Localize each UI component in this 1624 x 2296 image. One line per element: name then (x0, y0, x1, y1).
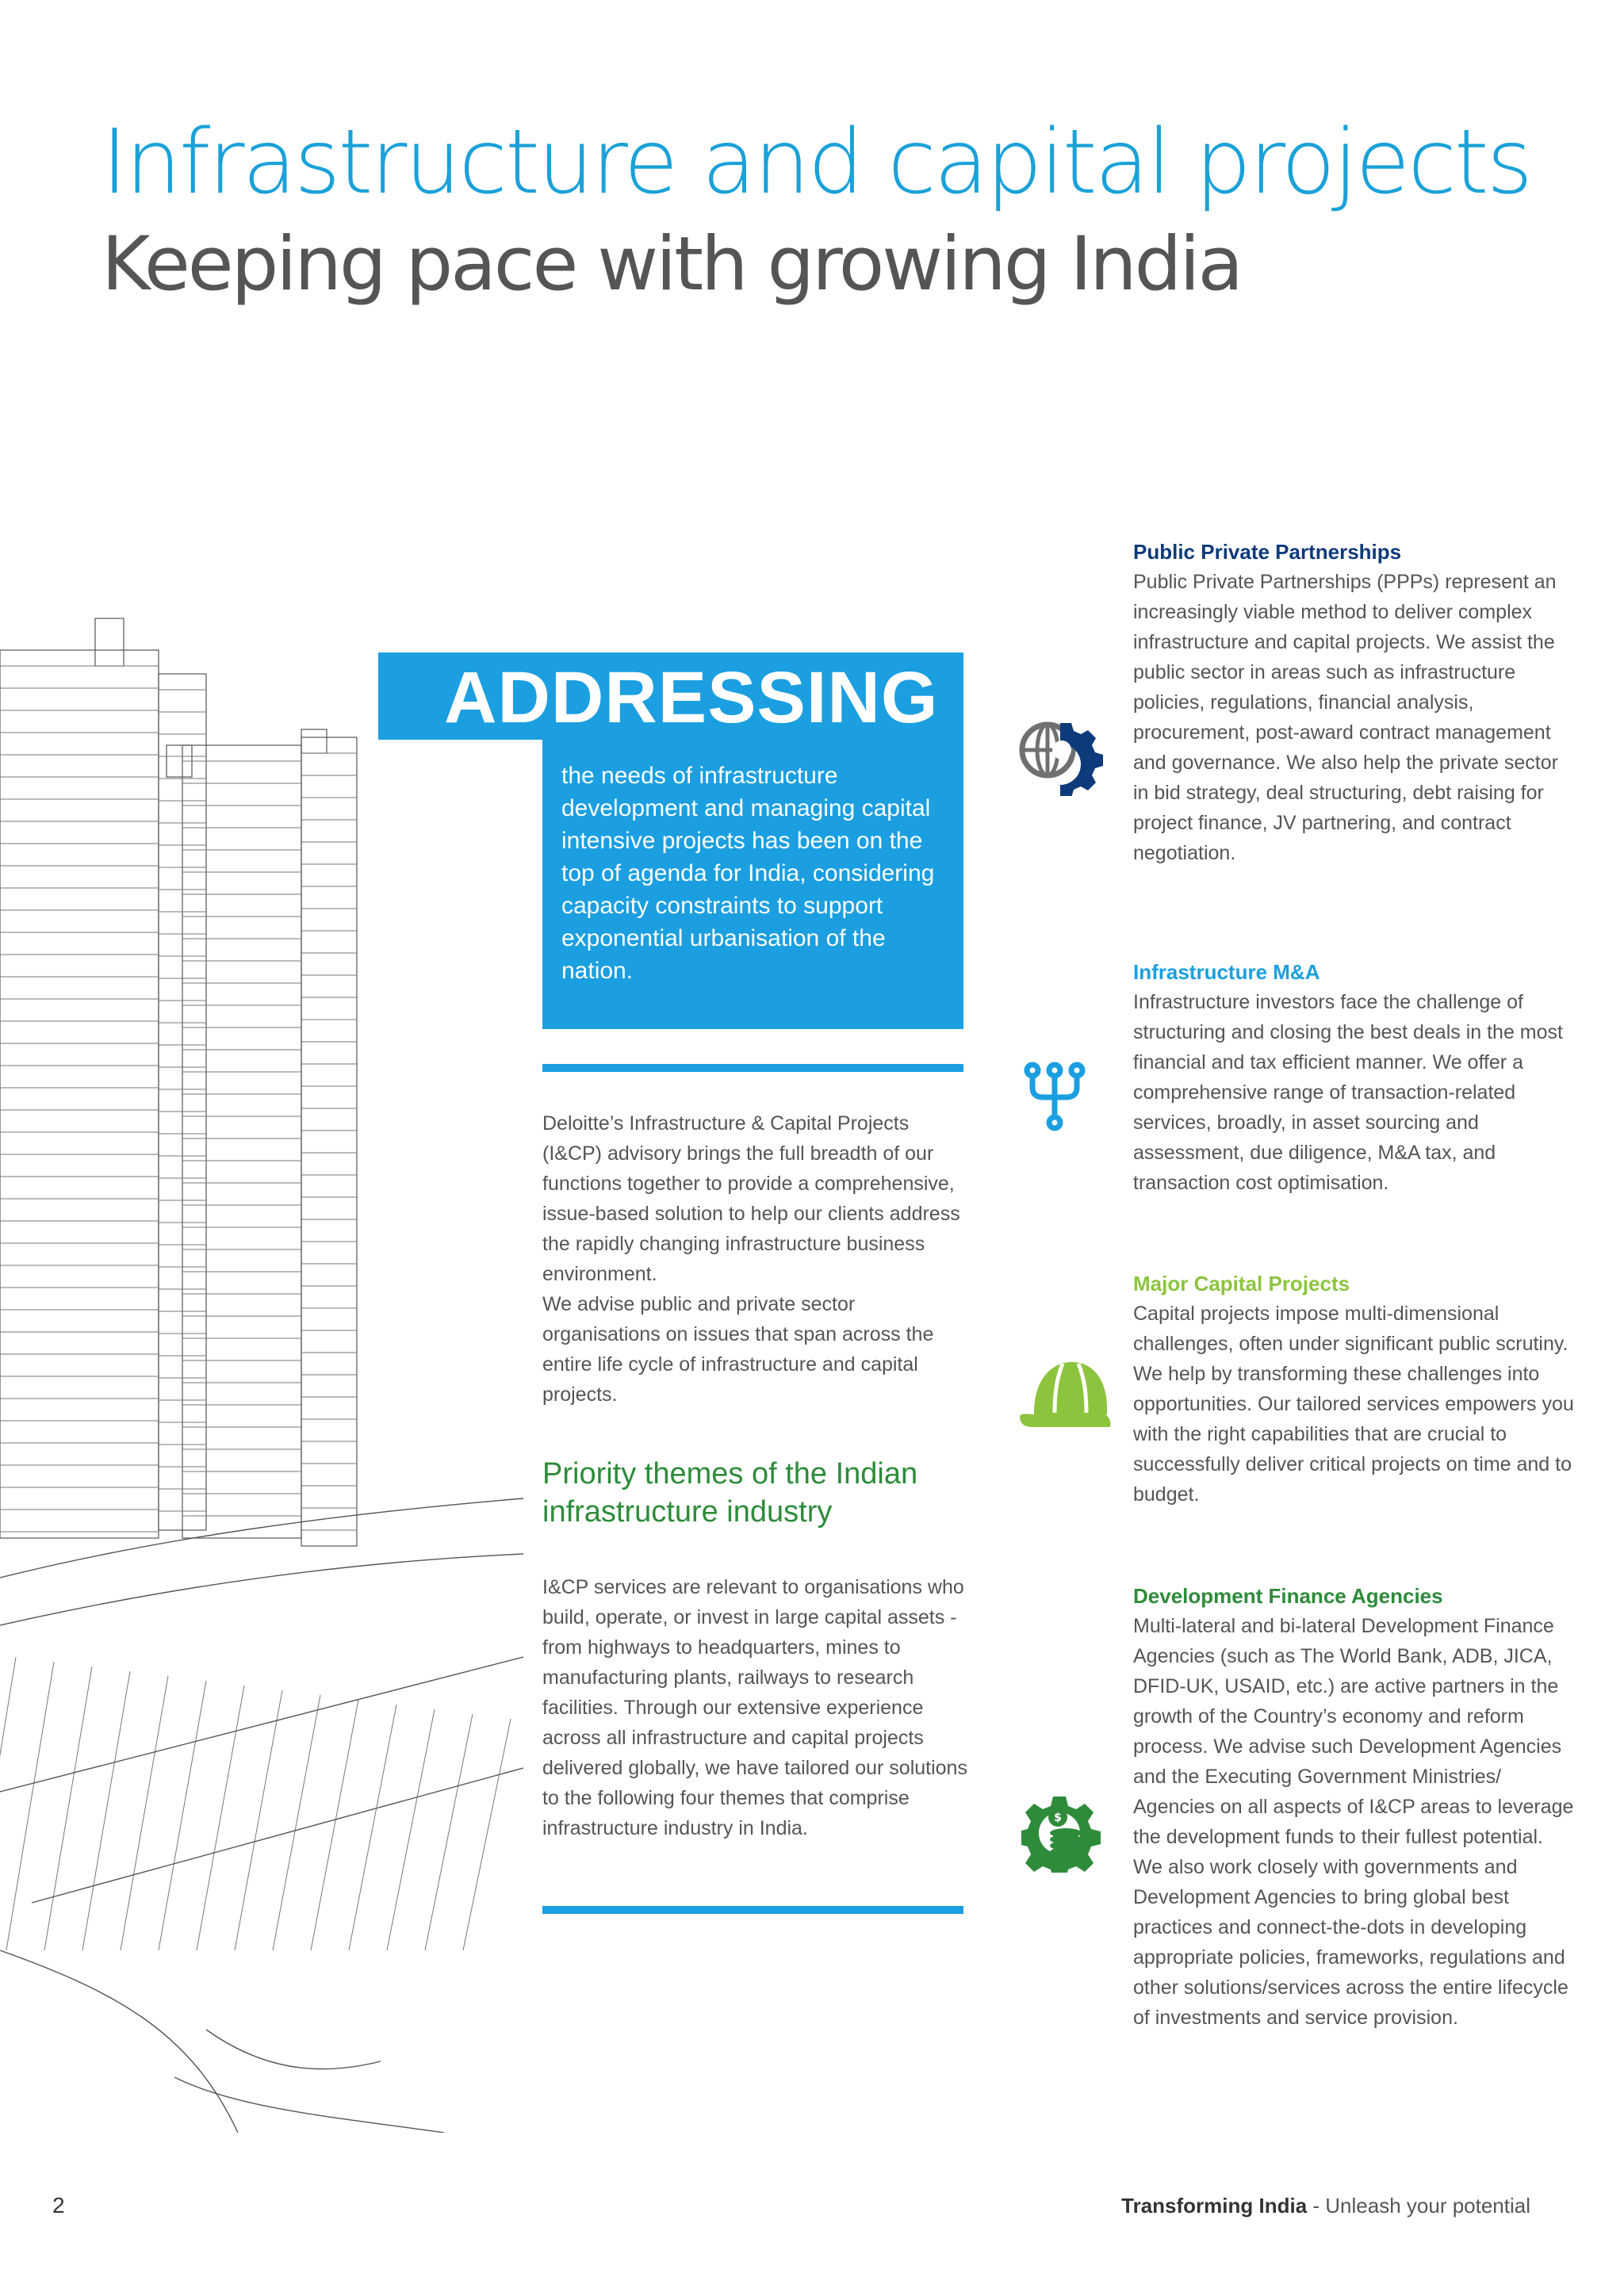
plaza-grid-line (197, 1686, 244, 1950)
priority-text: I&CP services are relevant to organisations who build, operate, or invest in large capital assets - from highways to headquarters, mines to manufacturing plants, railways to research facilities. Through our extensive experience across all infrastructure and capital projects delivered globally, we have tailored our solutions to the following four themes that comprise infrastructure industry in India. (542, 1576, 967, 1839)
plaza-grid-line (349, 1705, 396, 1950)
dfa-heading: Development Finance Agencies (1133, 1584, 1443, 1608)
merge-icon (1023, 1061, 1086, 1132)
plaza-grid-line (425, 1714, 473, 1950)
svg-text:$: $ (1054, 1812, 1062, 1824)
footer (952, 2191, 1530, 2220)
footer-tagline: Unleash your potential (1325, 2194, 1530, 2218)
divider-top (542, 1064, 963, 1072)
page-title: Infrastructure and capital projects (102, 111, 1531, 214)
ppp-heading: Public Private Partnerships (1133, 540, 1402, 564)
capital-projects-text: Capital projects impose multi-dimensional challenges, often under significant public scrutiny. We help by transforming these challenges into opportunities. Our tailored services empowers you with the right capabilities that are crucial to successfully deliver critical projects on time and to budget. (1133, 1303, 1574, 1506)
addressing-heading: ADDRESSING (444, 657, 939, 738)
plaza-grid-line (463, 1719, 511, 1950)
plaza-grid-line (387, 1709, 435, 1950)
ppp-text: Public Private Partnerships (PPPs) represent an increasingly viable method to deliver complex infrastructure and capital projects. We assist the public sector in areas such as infrastructure policies, regulations, financial analysis, procurement, post-award contract management and governance. We also help the private sector in bid strategy, deal structuring, debt raising for project finance, JV partnering, and contract negotiation. (1133, 571, 1558, 864)
divider-bottom (542, 1906, 963, 1914)
intro-paragraph-1: Deloitte’s Infrastructure & Capital Projects (I&CP) advisory brings the full breadth of our functions together to provide a comprehensive, issue-based solution to help our clients address the rapidly changing infrastructure business environment. (542, 1112, 960, 1285)
plaza-grid-line (273, 1695, 320, 1950)
addressing-text: the needs of infrastructure development and managing capital intensive projects has been on the top of agenda for India, considering capacity constraints to support exponential urbanisation of the nation. (561, 763, 935, 984)
footer-brand: Transforming India (1121, 2194, 1308, 2218)
page-number: 2 (52, 2193, 65, 2218)
capital-projects-heading: Major Capital Projects (1133, 1272, 1350, 1295)
intro-paragraph-2: We advise public and private sector organisations on issues that span across the entire life cycle of infrastructure and capital projects. (542, 1293, 934, 1406)
footer-separator: - (1307, 2194, 1326, 2218)
building-illustration (0, 603, 523, 2133)
plaza-grid-line (82, 1671, 130, 1950)
hard-hat-icon (1017, 1356, 1113, 1432)
dfa-text: Multi-lateral and bi-lateral Development Finance Agencies (such as The World Bank, ADB, JICA, DFID-UK, USAID, etc.) are active partners in the growth of the Country’s economy and reform process. We advise such Development Agencies and the Executing Government Ministries/ Agencies on all aspects of I&CP areas to leverage the development funds to their fullest potential. We also work closely with governments and Development Agencies to bring global best practices and connect-the-dots in developing appropriate policies, frameworks, regulations and other solutions/services across the entire lifecycle of investments and service provision. (1133, 1615, 1574, 2029)
page-subtitle: Keeping pace with growing India (102, 221, 1242, 308)
priority-heading: Priority themes of the Indian infrastructure industry (542, 1457, 918, 1529)
plaza-grid-line (6, 1662, 54, 1950)
plaza-grid-line (44, 1667, 92, 1950)
ma-heading: Infrastructure M&A (1133, 960, 1320, 984)
plaza-grid-line (311, 1700, 358, 1950)
gear-coins-icon (1021, 1793, 1101, 1873)
ma-text: Infrastructure investors face the challenge of structuring and closing the best deals in the most financial and tax efficient manner. We offer a comprehensive range of transaction-related services, broadly, in asset sourcing and assessment, due diligence, M&A tax, and transaction cost optimisation. (1133, 991, 1563, 1194)
globe-gear-icon (1011, 704, 1103, 796)
plaza-grid-line (159, 1681, 206, 1950)
plaza-grid-line (121, 1676, 168, 1950)
